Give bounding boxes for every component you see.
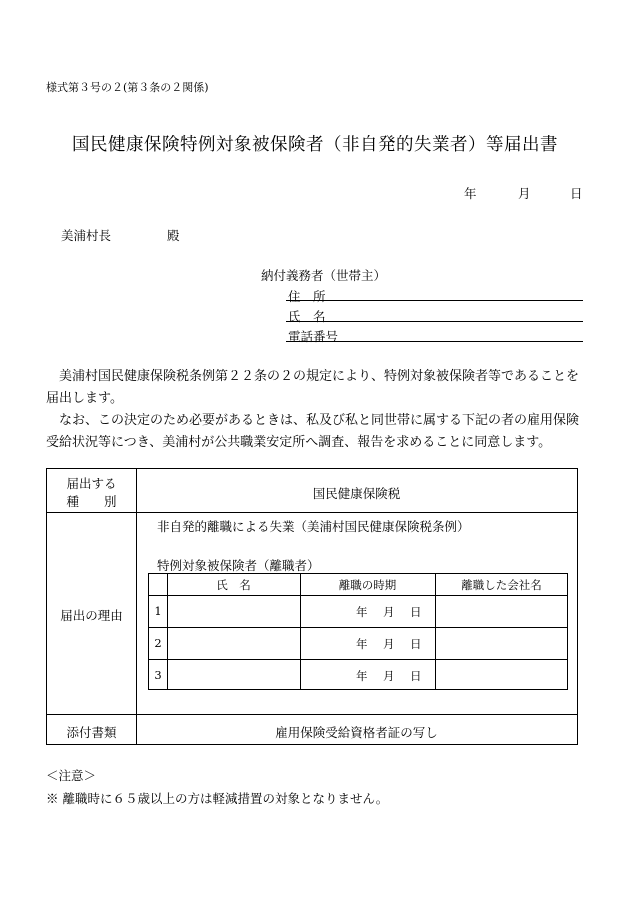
row-year: 年 [356,637,368,651]
row-year: 年 [356,669,368,683]
type-value: 国民健康保険税 [312,486,401,501]
row-year: 年 [356,605,368,619]
separated-persons-table [148,573,568,690]
notification-table [46,468,578,745]
table-row-divider-1 [47,512,577,513]
inner-row-divider-2 [149,627,567,628]
type-label-2: 種 別 [66,494,117,509]
reason-text: 非自発的離職による失業（美浦村国民健康保険税条例） [157,519,470,534]
date-day: 日 [570,186,583,201]
row-day: 日 [410,669,422,683]
reason-label: 届出の理由 [60,608,123,623]
form-number: 様式第３号の２(第３条の２関係) [46,81,209,94]
row-day: 日 [410,605,422,619]
date-year: 年 [464,186,477,201]
paragraph-2: なお、この決定のため必要があるときは、私及び私と同世帯に属する下記の者の雇用保険受給状況等につき、美浦村が公共職業安定所へ調査、報告を求めることに同意します。 [46,413,580,450]
type-label-1: 届出する [66,476,117,491]
table-col-divider [136,469,137,744]
name-label: 氏 名 [288,309,326,324]
attach-label: 添付書類 [66,725,117,740]
col-header-company: 離職した会社名 [461,578,542,592]
inner-row-divider-1 [149,595,567,596]
row-number: 1 [154,604,162,618]
row-month: 月 [383,605,395,619]
inner-row-divider-3 [149,659,567,660]
phone-line [286,341,583,342]
sub-heading: 特例対象被保険者（離職者） [157,558,320,573]
row-number: 3 [154,668,162,682]
attach-value: 雇用保険受給資格者証の写し [275,725,438,740]
paragraph-1: 美浦村国民健康保険税条例第２２条の２の規定により、特例対象被保険者等であることを届出します。 [46,369,580,406]
addressee-name: 美浦村長 [61,228,112,243]
applicant-heading: 納付義務者（世帯主） [261,268,387,283]
row-month: 月 [383,637,395,651]
address-label: 住 所 [288,289,326,304]
row-month: 月 [383,669,395,683]
row-number: 2 [154,636,162,650]
addressee-honorific: 殿 [167,228,180,243]
phone-label: 電話番号 [288,329,339,344]
address-line [286,300,583,301]
name-line [286,321,583,322]
col-header-date: 離職の時期 [338,578,397,592]
row-day: 日 [410,637,422,651]
date-month: 月 [518,186,531,201]
col-header-name: 氏 名 [216,578,251,592]
notes-heading: ＜注意＞ [46,768,97,783]
notes-item: ※ 離職時に６５歳以上の方は軽減措置の対象となりません。 [46,791,389,806]
table-row-divider-2 [47,714,577,715]
consent-text [46,366,586,454]
document-title: 国民健康保険特例対象被保険者（非自発的失業者）等届出書 [72,135,558,155]
